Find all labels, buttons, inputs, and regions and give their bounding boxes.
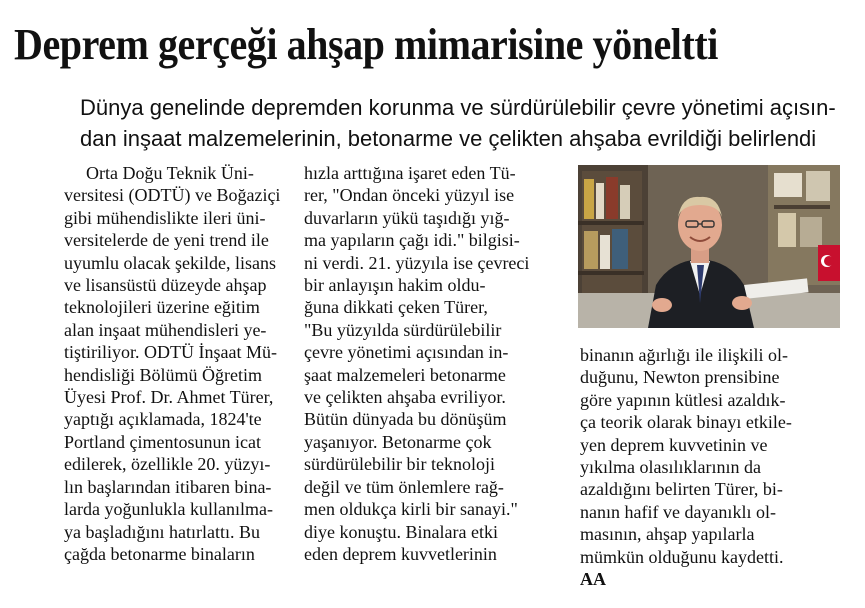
body-line: çevre yönetimi açısından in- (304, 342, 509, 363)
body-line: lın başlarından itibaren bina- (64, 476, 272, 497)
body-line: larda yoğunlukla kullanılma- (64, 499, 273, 520)
body-line: hendisliği Bölümü Öğretim (64, 364, 262, 385)
body-line: yıkılma olasılıklarının da (580, 457, 761, 478)
body-line: yen deprem kuvvetinin ve (580, 434, 768, 455)
body-column-3 (580, 344, 842, 590)
photo-illustration (578, 165, 840, 328)
body-line: tiştiriliyor. ODTÜ İnşaat Mü- (64, 342, 277, 363)
body-line: "Bu yüzyılda sürdürülebilir (304, 319, 502, 340)
subheadline (80, 92, 850, 154)
headline: Deprem gerçeği ahşap mimarisine yöneltti (14, 20, 718, 69)
subheadline-line: Dünya genelinde depremden korunma ve sürdürülebilir çevre yönetimi açısın- (80, 95, 836, 120)
body-line: şaat malzemeleri betonarme (304, 364, 506, 385)
body-line: binanın ağırlığı ile ilişkili ol- (580, 345, 788, 365)
body-line: ğuna dikkati çeken Türer, (304, 297, 488, 318)
body-line: mümkün olduğunu kaydetti. (580, 546, 784, 567)
body-line: ya başladığını hatırlattı. Bu (64, 521, 260, 542)
body-column-1 (64, 162, 294, 565)
body-line: değil ve tüm önlemlere rağ- (304, 476, 504, 497)
byline-agency: AA (580, 569, 606, 590)
body-line: göre yapının kütlesi azaldık- (580, 389, 786, 410)
subheadline-line: dan inşaat malzemelerinin, betonarme ve çelikten ahşaba evrildiği belirlendi (80, 126, 817, 151)
article-photo (578, 165, 840, 328)
body-line: ça teorik olarak binayı etkile- (580, 412, 792, 433)
body-line: ve çelikten ahşaba evriliyor. (304, 387, 506, 408)
body-column-2 (304, 162, 560, 565)
body-line: ve lisansüstü düzeyde ahşap (64, 275, 267, 296)
body-line: alan inşaat mühendisleri ye- (64, 319, 267, 340)
body-line: nanın hafif ve dayanıklı ol- (580, 501, 776, 522)
body-line: uyumlu olacak şekilde, lisans (64, 252, 276, 273)
body-line: versitelerde de yeni trend ile (64, 230, 269, 251)
body-line: duğunu, Newton prensibine (580, 367, 780, 388)
body-line: eden deprem kuvvetlerinin (304, 543, 497, 564)
body-line: versitesi (ODTÜ) ve Boğaziçi (64, 185, 281, 206)
body-line: ma yapıların çağı idi." bilgisi- (304, 230, 520, 251)
body-line: yaşanıyor. Betonarme çok (304, 431, 492, 452)
body-line: Portland çimentosunun icat (64, 431, 261, 452)
body-line: yaptığı açıklamada, 1824'te (64, 409, 262, 430)
body-line: teknolojileri üzerine eğitim (64, 297, 260, 318)
body-line: sürdürülebilir bir teknoloji (304, 454, 495, 475)
body-line: Bütün dünyada bu dönüşüm (304, 409, 507, 430)
body-line: edilerek, özellikle 20. yüzyı- (64, 454, 271, 475)
body-line: hızla arttığına işaret eden Tü- (304, 163, 516, 183)
body-line: diye konuştu. Binalara etki (304, 521, 498, 542)
body-line: azaldığını belirten Türer, bi- (580, 479, 783, 500)
body-line: rer, "Ondan önceki yüzyıl ise (304, 185, 515, 206)
body-line: bir anlayışın hakim oldu- (304, 275, 486, 296)
body-line: Orta Doğu Teknik Üni- (86, 163, 254, 183)
body-line: ni verdi. 21. yüzyıla ise çevreci (304, 252, 530, 273)
body-line: Üyesi Prof. Dr. Ahmet Türer, (64, 387, 274, 408)
body-line: çağda betonarme binaların (64, 543, 255, 564)
body-line: gibi mühendislikte ileri üni- (64, 207, 266, 228)
body-line: duvarların yükü taşıdığı yığ- (304, 207, 510, 228)
body-line: men oldukça kirli bir sanayi." (304, 499, 518, 520)
body-line: masının, ahşap yapılarla (580, 524, 755, 545)
